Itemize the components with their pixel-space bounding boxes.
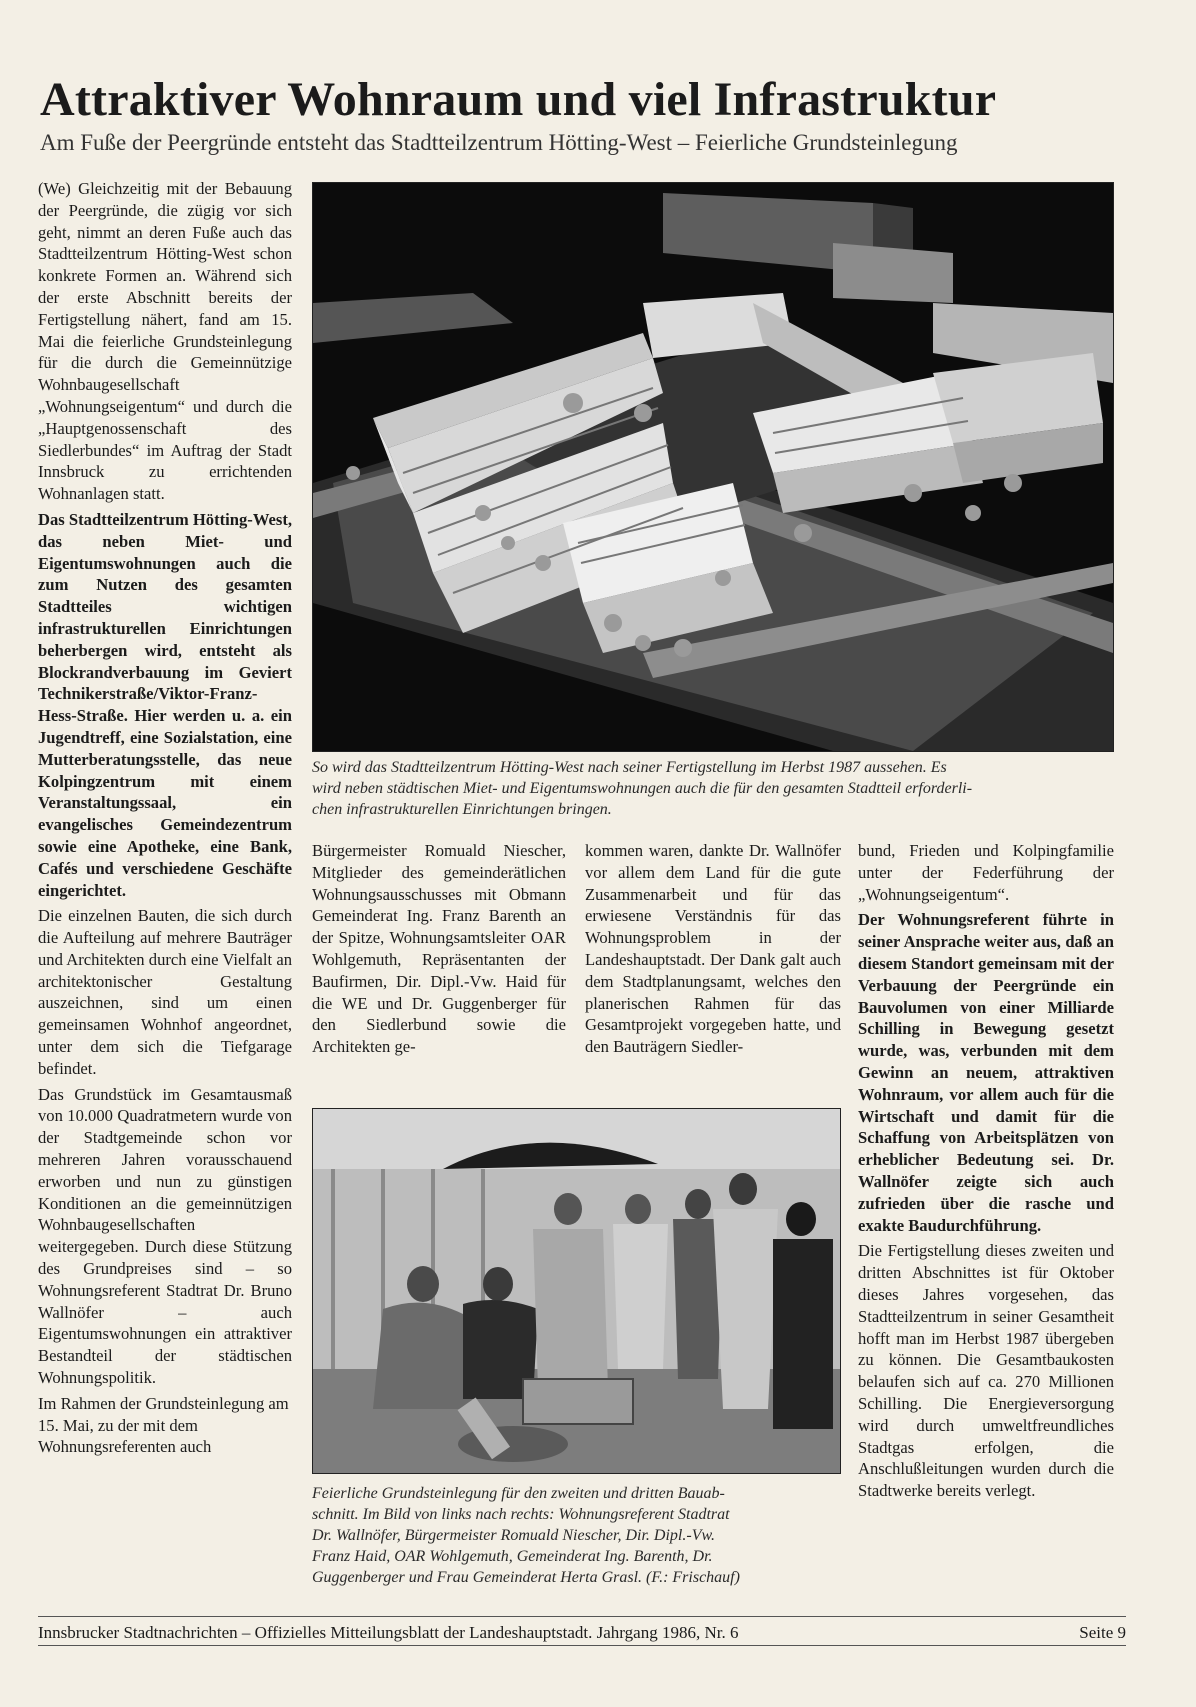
ceremony-photo-caption [312, 1483, 842, 1588]
publication-name: Innsbrucker Stadtnachrichten – Offizielles Mitteilungsblatt der Landeshauptstadt. Jahrgang 1986, Nr. 6 [38, 1623, 739, 1642]
ceremony-illustration [313, 1109, 840, 1473]
paragraph: Die Fertigstellung dieses zweiten und dritten Abschnittes ist für Oktober dieses Jahres vorgesehen, das Stadtteilzentrum in seiner Gesamtheit hofft man im Herbst 1987 übergeben zu können. Die Gesamtbaukosten belaufen sich auf ca. 270 Millionen Schilling. Die Energieversorgung wird durch umweltfreundliches Stadtgas erfolgen, die Anschlußleitungen wurden durch die Stadtwerke bereits verlegt. [858, 1241, 1114, 1501]
paragraph: Im Rahmen der Grundsteinlegung am 15. Mai, zu der mit dem Wohnungsreferenten auch [38, 1393, 289, 1457]
article-column-3 [585, 840, 841, 1062]
paragraph: Das Grundstück im Gesamtausmaß von 10.000 Quadratmetern wurde von der Stadtgemeinde schon vor mehreren Jahren vorausschauend erworben und nun zu günstigen Konditionen an die gemeinnützigen Wohnbaugesellschaften weitergegeben. Durch diese Stützung des Grundpreises sind – so Wohnungsreferent Stadtrat Dr. Bruno Wallnöfer – auch Eigentumswohnungen ein attraktiver Bestandteil der städtischen Wohnungspolitik. [38, 1084, 292, 1388]
caption-line: Dr. Wallnöfer, Bürgermeister Romuald Niescher, Dir. Dipl.-Vw. [312, 1527, 715, 1544]
paragraph-bold: Der Wohnungsreferent führte in seiner Ansprache weiter aus, daß an diesem Standort gemeinsam mit der Verbauung der Peergründe ein Bauvolumen von einer Milliarde Schilling in Bewegung gesetzt wurde, was, verbunden mit dem Gewinn an neuem, attraktiven Wohnraum, vor allem auch für die Wirtschaft und damit für die Schaffung von Arbeitsplätzen von erheblicher Bedeutung sei. Dr. Wallnöfer zeigte sich auch zufrieden über die rasche und exakte Baudurchführung. [858, 910, 1114, 1235]
paragraph: Die einzelnen Bauten, die sich durch die Aufteilung auf mehrere Bauträger und Architekten durch eine Vielfalt an architektonischer Gestaltung auszeichnen, sind um einen gemeinsamen Wohnhof angeordnet, unter dem sich die Tiefgarage befindet. [38, 906, 292, 1078]
paragraph: kommen waren, dankte Dr. Wallnöfer vor allem dem Land für die gute Zusammenarbeit und für das erwiesene Verständnis für das Wohnungsproblem in der Landeshauptstadt. Der Dank galt auch dem Stadtplanungsamt, welches den planerischen Rahmen für das Gesamtprojekt vorgegeben hatte, und den Bauträgern Siedler- [585, 841, 841, 1057]
caption-line: schnitt. Im Bild von links nach rechts: Wohnungsreferent Stadtrat [312, 1506, 730, 1523]
architecture-model-photo [312, 182, 1114, 752]
caption-line: Guggenberger und Frau Gemeinderat Herta Grasl. (F.: Frischauf) [312, 1569, 740, 1586]
paragraph: (We) Gleichzeitig mit der Bebauung der Peergründe, die zügig vor sich geht, nimmt an deren Fuße auch das Stadtteilzentrum Hötting-West schon konkrete Formen an. Während sich der erste Abschnitt bereits der Fertigstellung nähert, fand am 15. Mai die feierliche Grundsteinlegung für die durch die Gemeinnützige Wohnbaugesellschaft „Wohnungseigentum“ und durch die „Hauptgenossenschaft des Siedlerbundes“ im Auftrag der Stadt Innsbruck zu errichtenden Wohnanlagen statt. [38, 179, 292, 504]
caption-line: Franz Haid, OAR Wohlgemuth, Gemeinderat Ing. Barenth, Dr. [312, 1548, 713, 1565]
footer-rule-bottom [38, 1645, 1126, 1646]
page-number: Seite 9 [1079, 1623, 1126, 1642]
caption-line: wird neben städtischen Miet- und Eigentumswohnungen auch die für den gesamten Stadtteil erforderli- [312, 780, 973, 797]
caption-line: Feierliche Grundsteinlegung für den zweiten und dritten Bauab- [312, 1485, 725, 1502]
footer-rule [38, 1616, 1126, 1617]
paragraph: bund, Frieden und Kolpingfamilie unter der Federführung der „Wohnungseigentum“. [858, 841, 1114, 904]
ceremony-photo [312, 1108, 841, 1474]
paragraph: Bürgermeister Romuald Niescher, Mitglieder des gemeinderätlichen Wohnungsausschusses mit Obmann Gemeinderat Ing. Franz Barenth an der Spitze, Wohnungsamtsleiter OAR Wohlgemuth, Repräsentanten der Baufirmen, Dir. Dipl.-Vw. Haid für die WE und Dr. Guggenberger für den Siedlerbund sowie die Architekten ge- [312, 841, 566, 1057]
model-photo-caption [312, 757, 1112, 820]
article-column-1 [38, 178, 292, 1462]
article-column-4 [858, 840, 1114, 1506]
subheadline: Am Fuße der Peergründe entsteht das Stadtteilzentrum Hötting-West – Feierliche Grundsteinlegung [40, 130, 958, 155]
caption-line: chen infrastrukturellen Einrichtungen bringen. [312, 801, 612, 818]
headline: Attraktiver Wohnraum und viel Infrastruktur [40, 73, 997, 126]
paragraph-bold: Das Stadtteilzentrum Hötting-West, das neben Miet- und Eigentumswohnungen auch die zum Nutzen des gesamten Stadtteiles wichtigen infrastrukturellen Einrichtungen beherbergen wird, entsteht als Blockrandverbauung im Geviert Technikerstraße/Viktor-Franz-Hess-Straße. Hier werden u. a. ein Jugendtreff, eine Sozialstation, eine Mutterberatungsstelle, das neue Kolpingzentrum mit einem Veranstaltungssaal, ein evangelisches Gemeindezentrum sowie eine Apotheke, eine Bank, Cafés und verschiedene Geschäfte eingerichtet. [38, 509, 292, 900]
article-column-2 [312, 840, 566, 1062]
caption-line: So wird das Stadtteilzentrum Hötting-West nach seiner Fertigstellung im Herbst 1987 aussehen. Es [312, 759, 947, 776]
model-illustration [313, 183, 1113, 751]
